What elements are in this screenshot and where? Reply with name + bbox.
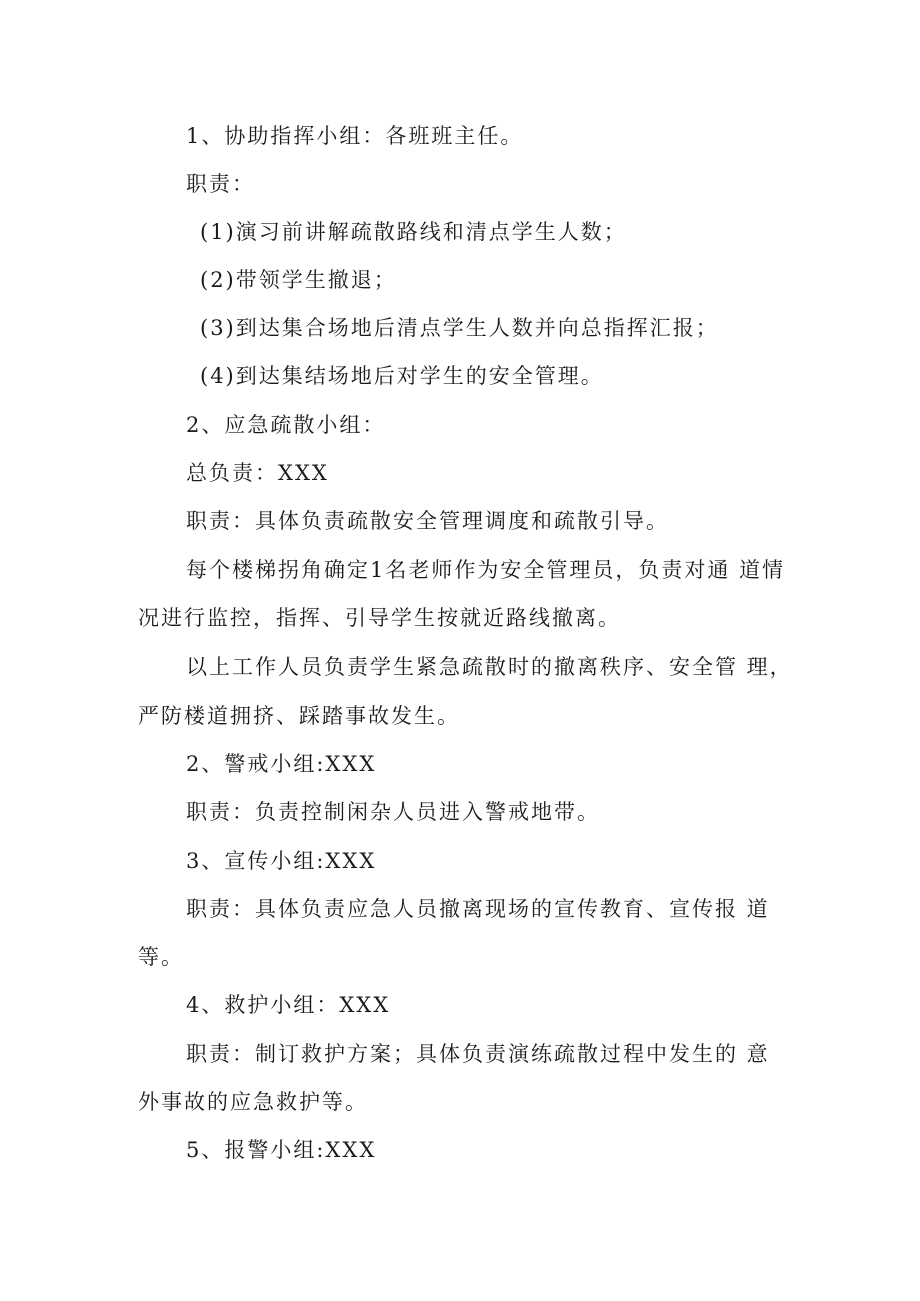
alarm-group-heading: 5、报警小组:XXX: [186, 1138, 377, 1162]
rescue-group-heading: 4、救护小组：XXX: [186, 993, 391, 1017]
staff-paragraph-line-1: 以上工作人员负责学生紧急疏散时的撤离秩序、安全管 理，: [186, 655, 793, 679]
alert-group-heading: 2、警戒小组:XXX: [186, 752, 377, 776]
evacuation-duty: 职责：具体负责疏散安全管理调度和疏散引导。: [186, 509, 669, 533]
staff-paragraph-line-2: 严防楼道拥挤、踩踏事故发生。: [138, 704, 460, 728]
duty-item-2: (2)带领学生撤退；: [200, 268, 397, 292]
duty-label: 职责：: [186, 172, 255, 196]
rescue-duty-line-1: 职责：制订救护方案；具体负责演练疏散过程中发生的 意: [186, 1042, 770, 1066]
section-1-heading: 1、协助指挥小组：各班班主任。: [186, 124, 524, 148]
chief-responsible: 总负责：XXX: [186, 461, 329, 485]
stair-paragraph-line-2: 况进行监控，指挥、引导学生按就近路线撤离。: [138, 606, 621, 630]
duty-item-3: (3)到达集合场地后清点学生人数并向总指挥汇报；: [200, 316, 719, 340]
publicity-duty-line-2: 等。: [138, 945, 184, 969]
alert-group-duty: 职责：负责控制闲杂人员进入警戒地带。: [186, 800, 600, 824]
stair-paragraph-line-1: 每个楼梯拐角确定1名老师作为安全管理员，负责对通 道情: [186, 558, 786, 582]
duty-item-4: (4)到达集结场地后对学生的安全管理。: [200, 364, 604, 388]
publicity-duty-line-1: 职责：具体负责应急人员撤离现场的宣传教育、宣传报 道: [186, 897, 770, 921]
rescue-duty-line-2: 外事故的应急救护等。: [138, 1090, 368, 1114]
section-2-heading: 2、应急疏散小组：: [186, 413, 386, 437]
publicity-group-heading: 3、宣传小组:XXX: [186, 849, 377, 873]
duty-item-1: (1)演习前讲解疏散路线和清点学生人数；: [200, 220, 627, 244]
